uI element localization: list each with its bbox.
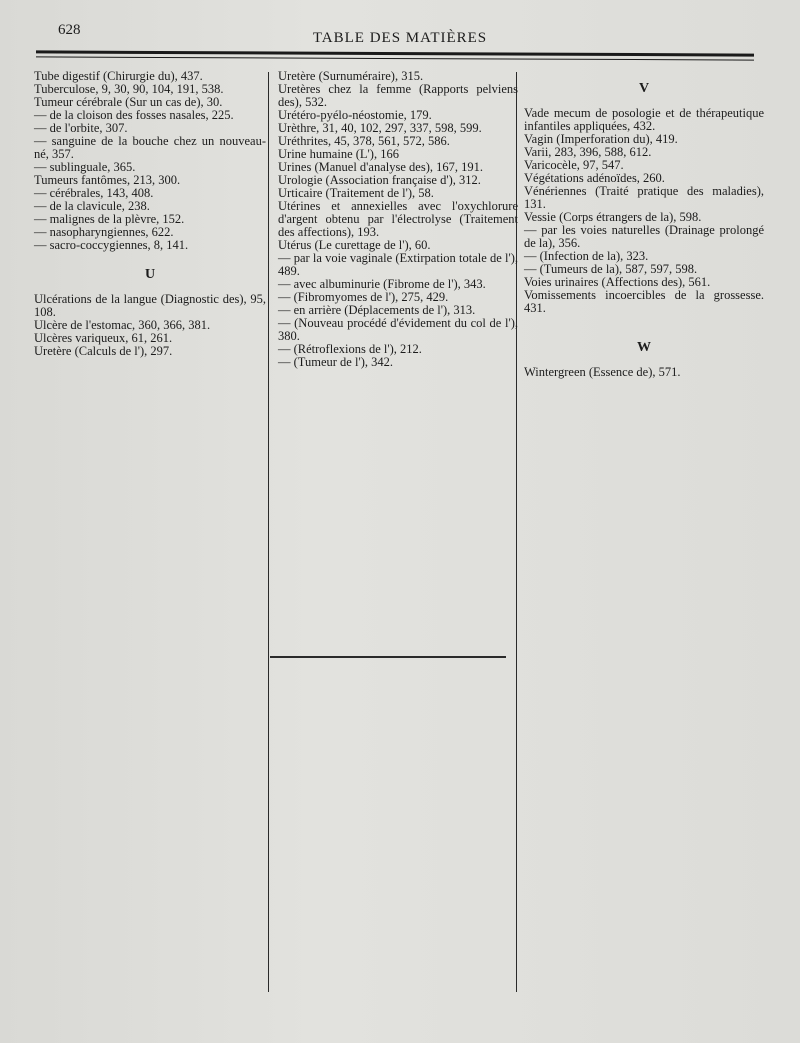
index-entry: — cérébrales, 143, 408. (34, 186, 154, 200)
index-entry: — (Nouveau procédé d'évidement du col de l'), 380. (278, 316, 518, 343)
index-entry: Urines (Manuel d'analyse des), 167, 191. (278, 160, 483, 174)
index-entry: Utérines et annexielles avec l'oxychlorure d'argent obtenu par l'électrolyse (Traitement des affections), 193. (278, 199, 518, 239)
index-entry: — malignes de la plèvre, 152. (34, 212, 185, 226)
header-rule-thin (36, 56, 754, 60)
index-entry: Urèthre, 31, 40, 102, 297, 337, 598, 599. (278, 121, 482, 135)
index-entry: — de l'orbite, 307. (34, 121, 128, 135)
index-entry: — (Tumeur de l'), 342. (278, 355, 393, 369)
index-column-2 (278, 70, 518, 369)
index-entry: Varicocèle, 97, 547. (524, 158, 624, 172)
index-entry: Ulcère de l'estomac, 360, 366, 381. (34, 318, 211, 332)
index-entry: Utérus (Le curettage de l'), 60. (278, 238, 431, 252)
index-entry: — (Infection de la), 323. (524, 249, 649, 263)
index-entry: Varii, 283, 396, 588, 612. (524, 145, 652, 159)
page-number: 628 (58, 22, 81, 38)
index-entry: Vomissements incoercibles de la grossesse. 431. (524, 288, 764, 315)
index-entry: — (Tumeurs de la), 587, 597, 598. (524, 262, 698, 276)
index-entry: Tube digestif (Chirurgie du), 437. (34, 69, 203, 83)
column-divider-1 (268, 72, 269, 992)
index-entry: Urine humaine (L'), 166 (278, 147, 399, 161)
index-column-3 (524, 70, 764, 379)
index-column-1 (34, 70, 266, 358)
index-entry: Tumeurs fantômes, 213, 300. (34, 173, 181, 187)
index-entry: Tumeur cérébrale (Sur un cas de), 30. (34, 95, 223, 109)
index-entry: Uretères chez la femme (Rapports pelviens des), 532. (278, 82, 518, 109)
section-letter-v: V (638, 81, 650, 96)
index-entry: Tuberculose, 9, 30, 90, 104, 191, 538. (34, 82, 224, 96)
index-entry: Urticaire (Traitement de l'), 58. (278, 186, 434, 200)
index-entry: — avec albuminurie (Fibrome de l'), 343. (278, 277, 486, 291)
index-entry: Urétéro-pyélo-néostomie, 179. (278, 108, 432, 122)
index-entry: Uretère (Surnuméraire), 315. (278, 69, 424, 83)
end-rule (270, 656, 506, 658)
index-entry: Urologie (Association française d'), 312. (278, 173, 481, 187)
index-entry: — sanguine de la bouche chez un nouveau-né, 357. (34, 134, 266, 161)
index-entry: — par la voie vaginale (Extirpation totale de l'), 489. (278, 251, 518, 278)
index-entry: — sacro-coccygiennes, 8, 141. (34, 238, 189, 252)
index-entry: Wintergreen (Essence de), 571. (524, 365, 681, 379)
index-entry: — par les voies naturelles (Drainage prolongé de la), 356. (524, 223, 764, 250)
section-letter-w: W (637, 340, 651, 355)
index-entry: Voies urinaires (Affections des), 561. (524, 275, 711, 289)
index-entry: — (Fibromyomes de l'), 275, 429. (278, 290, 449, 304)
header-rule-thick (36, 50, 754, 56)
index-entry: Végétations adénoïdes, 260. (524, 171, 665, 185)
index-entry: Vénériennes (Traité pratique des maladies), 131. (524, 184, 764, 211)
running-title: TABLE DES MATIÈRES (312, 30, 488, 46)
index-entry: Vessie (Corps étrangers de la), 598. (524, 210, 702, 224)
index-entry: — sublinguale, 365. (34, 160, 136, 174)
index-entry: — en arrière (Déplacements de l'), 313. (278, 303, 476, 317)
index-entry: Uretère (Calculs de l'), 297. (34, 344, 173, 358)
section-letter-u: U (144, 267, 156, 282)
index-entry: Vade mecum de posologie et de thérapeutique infantiles appliquées, 432. (524, 106, 764, 133)
index-entry: Ulcères variqueux, 61, 261. (34, 331, 173, 345)
index-entry: — de la clavicule, 238. (34, 199, 150, 213)
index-entry: Ulcérations de la langue (Diagnostic des), 95, 108. (34, 292, 266, 319)
index-entry: Uréthrites, 45, 378, 561, 572, 586. (278, 134, 450, 148)
index-entry: Vagin (Imperforation du), 419. (524, 132, 678, 146)
index-entry: — (Rétroflexions de l'), 212. (278, 342, 422, 356)
index-entry: — nasopharyngiennes, 622. (34, 225, 174, 239)
index-entry: — de la cloison des fosses nasales, 225. (34, 108, 234, 122)
